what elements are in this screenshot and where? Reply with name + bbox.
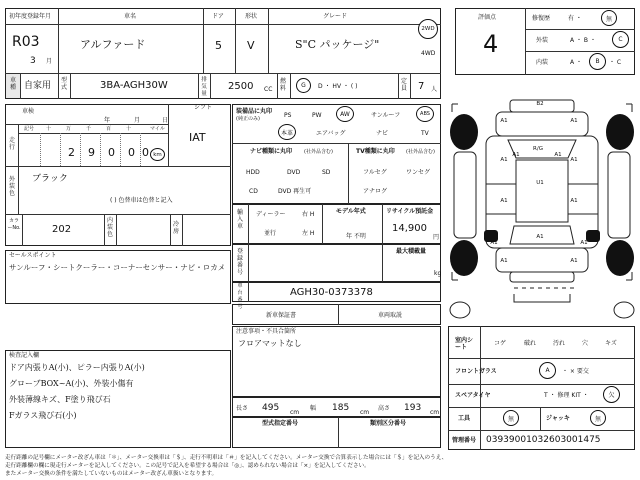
shape-value: V	[247, 39, 255, 52]
mileage-digit-header: マイル	[150, 126, 165, 132]
equipment-subtitle: (純正のみ)	[236, 116, 260, 122]
notes-value: フロアマットなし	[238, 339, 302, 348]
month-label: 月	[134, 117, 141, 124]
jack-circled: 無	[590, 410, 606, 426]
equip-leather-circled: 本革	[278, 124, 296, 140]
tv-fullseg: フルセグ	[363, 169, 387, 176]
inspector-line-3: 外装薄線キズ、F塗り飛び石	[9, 395, 111, 404]
length-value: 495	[262, 403, 280, 413]
mileage-digit-header: 万	[66, 126, 72, 132]
mileage-digit-header: 十	[46, 126, 52, 132]
inspector-line-2: グローブBOX~A(小)、外装小傷有	[9, 379, 134, 388]
navi-cd: CD	[249, 188, 258, 195]
model-year-value: 年 不明	[346, 233, 366, 240]
interior-label: 内装	[536, 59, 549, 66]
damage-mark: A1	[554, 152, 562, 158]
repair-circled: 無	[601, 10, 617, 26]
first-reg-month: 3	[30, 56, 36, 66]
front-glass-rest: ・ × 要交	[562, 368, 589, 375]
length-unit: cm	[290, 409, 300, 416]
model-label: 型式	[60, 77, 67, 91]
navi-dvd-play: DVD 再生可	[278, 188, 312, 195]
shift-label: シフト	[194, 104, 213, 111]
first-reg-year: R03	[12, 34, 40, 50]
capacity-label: 定員	[400, 78, 407, 92]
color-no-value: 202	[52, 224, 72, 235]
recycle-value: 14,900	[392, 223, 427, 234]
interior-seat-label: 室内シート	[455, 337, 474, 351]
fuel-label: 燃料	[279, 78, 286, 92]
damage-mark: A1	[500, 198, 508, 204]
mileage-digit: 0	[108, 146, 115, 159]
equip-aw-circled: AW	[336, 106, 354, 122]
interior-options: A ・	[570, 59, 583, 66]
navi-title: ナビ種類に丸印	[250, 148, 293, 155]
notes-label: 注意事項・不具合箇所	[236, 328, 297, 335]
tv-title: TV種類に丸印	[356, 148, 395, 155]
seat-hole: 穴	[582, 340, 589, 347]
height-unit: cm	[430, 409, 440, 416]
mileage-digit: 0	[128, 146, 135, 159]
interior-tail: ・ C	[609, 59, 622, 66]
damage-mark: A1	[500, 258, 508, 264]
capacity-unit: 人	[431, 86, 438, 93]
damage-diagram	[448, 92, 636, 322]
seat-tear: 破れ	[524, 340, 537, 347]
height-label: 高さ	[378, 405, 391, 412]
displacement-value: 2500	[228, 81, 254, 92]
damage-mark: A1	[490, 240, 498, 246]
equip-abs-circled: ABS	[416, 106, 434, 122]
mileage-digit-header: 百	[106, 126, 112, 132]
mileage-label: 走行	[8, 137, 15, 151]
front-glass-label: フロントガラス	[455, 368, 497, 375]
width-value: 185	[332, 403, 350, 413]
shift-value: IAT	[189, 131, 206, 144]
chassis-label: 車台番号	[237, 283, 243, 310]
kg-unit: kg	[434, 270, 442, 277]
front-glass-circled: A	[539, 362, 556, 379]
interior-color-label: 内装色	[106, 217, 113, 238]
type-label: 車種	[9, 77, 16, 91]
equipment-title: 装備品に丸印	[236, 108, 273, 115]
management-value: 0393900103260300147​5	[486, 435, 601, 445]
footer-line-1: 走行距離の記号欄にメーター改ざん車は「＊」、メーター交換車は「＄」、走行不明車は「＃」を記入してください。メーター交換で合算表示した場合には「＄」を記入のうえ、	[5, 455, 448, 461]
mileage-digit: 9	[88, 146, 95, 159]
damage-mark: A1	[536, 234, 544, 240]
class-label: 類別区分番号	[370, 420, 407, 427]
yen-unit: 円	[433, 234, 440, 241]
footer-line-2: 走行距離欄の欄に現走行メーターを記入してください。この記号で記入を希望する場合は「◎」、認められない場合は「×」を記入してください。	[5, 463, 370, 469]
score-label: 評価点	[478, 14, 497, 21]
damage-mark: B2	[536, 101, 544, 107]
management-label: 管理番号	[452, 437, 477, 444]
warranty-block	[232, 304, 441, 325]
equip-sunroof: サンルーフ	[371, 112, 401, 119]
manual-label: 車両取説	[378, 312, 403, 319]
import-dealer: ディーラー	[256, 211, 286, 218]
tv-sub: (社外品含む)	[406, 149, 435, 155]
navi-hdd: HDD	[246, 169, 260, 176]
mileage-digit: 2	[68, 146, 75, 159]
inspector-label: 検査記入欄	[9, 352, 40, 359]
doors-value: 5	[215, 39, 222, 52]
inspection-label: 車検	[21, 108, 34, 115]
tv-oneseg: ワンセグ	[406, 169, 431, 176]
inspector-line-1: ドア内張りA(小)、ピラー内張りA(小)	[9, 363, 145, 372]
damage-mark: U1	[536, 180, 544, 186]
exterior-label: 外装	[536, 37, 549, 44]
displacement-label: 排気量	[201, 77, 207, 97]
first-reg-label: 初年度登録年月	[9, 13, 52, 20]
repair-label: 修復歴	[532, 15, 551, 22]
doors-label: ドア	[212, 13, 224, 20]
mileage-digit-header: 十	[126, 126, 132, 132]
exterior-circled: C	[612, 31, 629, 48]
length-label: 長さ	[236, 405, 249, 412]
max-load-label: 最大積載量	[396, 248, 427, 255]
type-cert-label: 型式指定番号	[262, 420, 299, 427]
height-value: 193	[404, 403, 422, 413]
new-warranty-label: 新車保証書	[266, 312, 297, 319]
equip-ps: PS	[284, 112, 292, 119]
navi-dvd: DVD	[287, 169, 301, 176]
spare-tire-options: T ・ 修理 KIT ・	[544, 392, 589, 399]
km-circled: km	[150, 148, 165, 161]
tools-label: 工具	[458, 415, 471, 422]
damage-mark: A1	[500, 118, 508, 124]
footer-line-3: またメーター交換の条件を満たしていないものはメーター改ざん車扱いとなります。	[5, 471, 218, 477]
spare-tire-circled: 欠	[603, 386, 620, 403]
fuel-options: D ・ HV ・ ( )	[318, 83, 358, 90]
inspector-line-4: Fガラス飛び石(小)	[9, 411, 77, 420]
mileage-digit-header: 千	[86, 126, 92, 132]
import-label: 輸入車	[236, 209, 243, 230]
seat-scorch: コゲ	[494, 340, 507, 347]
capacity-value: 7	[418, 81, 425, 92]
import-left: 左 H	[302, 230, 315, 237]
navi-sub: (社外品含む)	[304, 149, 333, 155]
damage-mark: R/G	[533, 146, 543, 152]
damage-mark: A1	[570, 258, 578, 264]
jack-label: ジャッキ	[546, 415, 570, 422]
spare-tire-label: スペアタイヤ	[455, 392, 491, 399]
car-name: アルファード	[80, 38, 146, 51]
grade-value: S"C パッケージ"	[295, 38, 380, 51]
recycle-label: リサイクル預託金	[386, 208, 434, 215]
model-year-label: モデル年式	[336, 208, 366, 215]
repair-options: 有 ・	[568, 15, 582, 22]
import-right: 右 H	[302, 211, 315, 218]
score-value: 4	[483, 30, 499, 58]
reg-no-label: 登録番号	[236, 248, 243, 276]
color-no-label: カラーNo.	[7, 218, 21, 231]
seat-stain: 汚れ	[553, 340, 566, 347]
day-label: 日	[162, 117, 169, 124]
width-label: 幅	[310, 405, 317, 412]
equip-airbag: エアバッグ	[316, 130, 346, 137]
color-note: ( ) 色替車は色替と記入	[110, 197, 173, 204]
equip-navi: ナビ	[376, 130, 389, 137]
notes-block	[232, 326, 441, 397]
chassis-value: AGH30-0373378	[290, 287, 373, 298]
color-label: 外装色	[8, 176, 15, 197]
drive-4wd: 4WD	[421, 50, 436, 57]
year-label: 年	[104, 117, 111, 124]
damage-mark: A1	[570, 198, 578, 204]
selling-points-label: セールスポイント	[9, 252, 57, 259]
equip-tv: TV	[421, 130, 429, 137]
name-label: 車名	[124, 13, 137, 20]
shape-label: 形状	[245, 13, 258, 20]
width-unit: cm	[360, 409, 370, 416]
damage-mark: A1	[580, 240, 588, 246]
damage-mark: A1	[570, 118, 578, 124]
exterior-options: A ・ B ・	[570, 37, 596, 44]
color-value: ブラック	[32, 174, 68, 184]
fuel-g-circled: G	[296, 78, 311, 93]
tools-circled: 無	[503, 410, 519, 426]
cc-unit: CC	[264, 86, 273, 93]
mileage-digit: 0	[142, 146, 149, 159]
drive-2wd-circled: 2WD	[418, 19, 438, 39]
mileage-digit-header: 記号	[24, 126, 35, 132]
seat-scratch: キズ	[605, 340, 617, 347]
damage-mark: A1	[570, 157, 578, 163]
navi-sd: SD	[322, 169, 331, 176]
import-parallel: 並行	[264, 230, 277, 237]
cold-region-label: 冷房	[172, 221, 179, 235]
selling-points-value: サンルーフ・シートクーラー・コーナーセンサー・ナビ・ロカメ	[9, 263, 226, 272]
damage-mark: A1	[500, 157, 508, 163]
use-value: 自家用	[24, 81, 52, 91]
interior-circled: B	[589, 53, 606, 70]
model-value: 3BA-AGH30W	[100, 80, 168, 91]
tv-analog: アナログ	[363, 188, 388, 195]
equip-pw: PW	[312, 112, 322, 119]
grade-label: グレード	[323, 13, 348, 20]
damage-mark: A1	[512, 152, 520, 158]
month-unit: 月	[46, 58, 53, 65]
